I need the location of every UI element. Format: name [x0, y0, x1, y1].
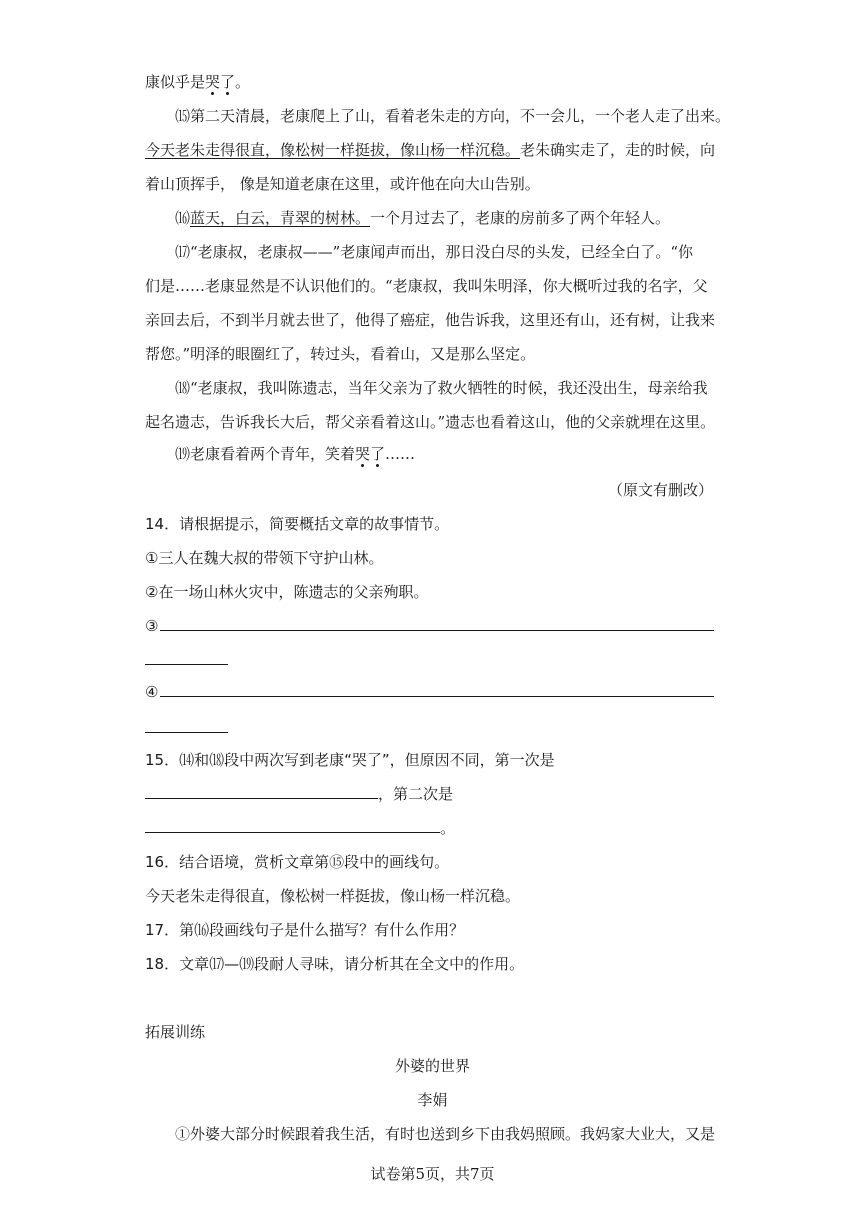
text: ⒆老康看着两个青年，笑着	[175, 445, 356, 463]
answer-blank-4b[interactable]	[145, 732, 228, 733]
question-18-stem: 18．文章⒄—⒆段耐人寻味，请分析其在全文中的作用。	[145, 955, 525, 973]
underlined-sentence: 今天老朱走得很直，像松树一样挺拔，像山杨一样沉稳。	[145, 141, 521, 159]
question-15-stem: 15．⒁和⒅段中两次写到老康“哭了”，但原因不同，第一次是	[145, 751, 555, 769]
paragraph-17-line-4: 帮您。”明泽的眼圈红了，转过头，看着山，又是那么坚定。	[145, 345, 536, 363]
question-15-mid: ，第二次是	[378, 785, 454, 803]
question-16-quote: 今天老朱走得很直，像松树一样挺拔，像山杨一样沉稳。	[145, 887, 521, 905]
paragraph-17-line-3: 亲回去后，不到半月就去世了，他得了癌症，他告诉我，这里还有山，还有树，让我来	[145, 311, 716, 329]
underlined-sentence: 蓝天，白云，青翠的树林。	[190, 209, 371, 227]
source-note: （原文有删改）	[607, 481, 713, 499]
dotted-char: 哭	[355, 445, 371, 463]
paragraph-18-line-1: ⒅“老康叔，我叫陈遗志，当年父亲为了救火牺牲的时候，我还没出生，母亲给我	[175, 379, 708, 397]
section-heading: 拓展训练	[145, 1023, 206, 1041]
dotted-char: 哭	[205, 73, 221, 91]
question-14-item-3-label: ③	[145, 617, 159, 635]
text: 康似乎是	[145, 73, 206, 91]
text: 老朱确实走了，走的时候，向	[520, 141, 716, 159]
question-17-stem: 17．第⒃段画线句子是什么描写？有什么作用？	[145, 921, 465, 939]
paragraph-15-line-3: 着山顶挥手， 像是知道老康在这里，或许他在向大山告别。	[145, 175, 540, 193]
page-footer: 试卷第5页，共7页	[370, 1165, 495, 1183]
paragraph-17-line-2: 们是……老康显然是不认识他们的。“老康叔，我叫朱明泽，你大概听过我的名字，父	[145, 277, 708, 295]
answer-blank-4a[interactable]	[160, 696, 714, 697]
article-author: 李娟	[417, 1091, 448, 1109]
dotted-char: 了	[370, 445, 386, 463]
answer-blank-3b[interactable]	[145, 664, 228, 665]
paragraph-19	[175, 442, 720, 466]
question-15-end: 。	[440, 819, 456, 837]
article-title: 外婆的世界	[394, 1057, 470, 1075]
paragraph-16	[175, 206, 720, 230]
question-16-stem: 16．结合语境，赏析文章第⑮段中的画线句。	[145, 853, 450, 871]
paragraph-17-line-1: ⒄“老康叔，老康叔——”老康闻声而出，那日没白尽的头发，已经全白了。“你	[175, 243, 694, 261]
text: 。	[235, 73, 251, 91]
paragraph-15-line-1: ⒂第二天清晨，老康爬上了山，看着老朱走的方向，不一会儿，一个老人走了出来。	[175, 107, 731, 125]
text: ……	[385, 445, 416, 463]
text: 一个月过去了，老康的房前多了两个年轻人。	[370, 209, 671, 227]
answer-blank-15b[interactable]	[145, 832, 440, 833]
paragraph-14-tail	[145, 70, 720, 94]
paragraph-number: ⒃	[175, 209, 191, 227]
dotted-char: 了	[220, 73, 236, 91]
question-14-item-4-label: ④	[145, 683, 159, 701]
answer-blank-3a[interactable]	[160, 630, 714, 631]
question-14-item-2: ②在一场山林火灾中，陈遗志的父亲殉职。	[145, 583, 429, 601]
question-14-item-1: ①三人在魏大叔的带领下守护山林。	[145, 549, 384, 567]
paragraph-18-line-2: 起名遗志，告诉我长大后，帮父亲看着这山。”遗志也看着这山，他的父亲就埋在这里。	[145, 413, 716, 431]
paragraph-15-line-2	[145, 138, 720, 162]
answer-blank-15a[interactable]	[145, 798, 378, 799]
article-paragraph-1: ①外婆大部分时候跟着我生活，有时也送到乡下由我妈照顾。我妈家大业大，又是	[175, 1125, 716, 1143]
question-14-stem: 14．请根据提示，简要概括文章的故事情节。	[145, 515, 450, 533]
